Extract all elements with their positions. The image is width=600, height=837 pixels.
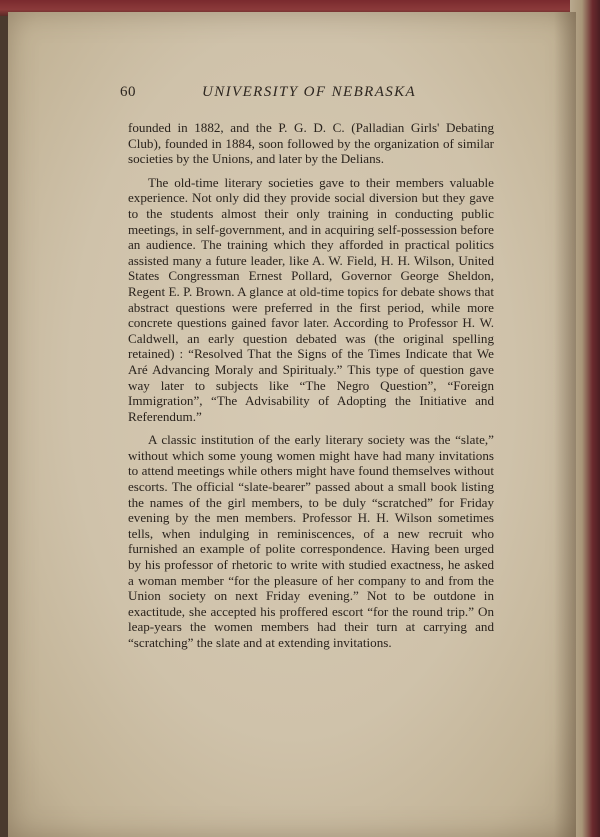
body-text <box>128 120 494 659</box>
paragraph-continuation: founded in 1882, and the P. G. D. C. (Palladian Girls' Debating Club), founded in 1884, soon followed by the organization of similar societies by the Unions, and later by the Delians. <box>128 120 494 167</box>
paragraph-literary-societies: The old-time literary societies gave to their members valuable experience. Not only did they provide social diversion but they gave to the students almost their only training in conducting public meetings, in self-government, and in acquiring self-possession before an audience. The training which they afforded in practical politics assisted many a future leader, like A. W. Field, H. H. Wilson, United States Congressman Ernest Pollard, Governor George Sheldon, Regent E. P. Brown. A glance at old-time topics for debate shows that abstract questions were preferred in the first period, while more concrete questions gained favor later. According to Professor H. W. Caldwell, an early question debated was (the original spelling retained) : “Resolved That the Signs of the Times Indicate that We Aré Advancing Moraly and Spiritualy.” This type of question gave way later to subjects like “The Negro Question”, “Foreign Immigration”, “The Advisability of Adopting the Initiative and Referendum.” <box>128 174 494 424</box>
page-header <box>120 84 500 106</box>
paragraph-slate: A classic institution of the early literary society was the “slate,” without which some young women might have had many invitations to attend meetings while others might have found themselves without escorts. The official “slate-bearer” passed about a small book listing the names of the girl members, to be duly “scratched” for Friday evening by the men members. Professor H. H. Wilson sometimes tells, when indulging in reminiscences, of a new recruit who furnished an example of polite correspondence. Having been urged by his professor of rhetoric to write with studied exactness, he asked a woman member “for the pleasure of her company to and from the Union society on next Friday evening.” Not to be outdone in exactitude, she accepted his proffered escort “for the round trip.” On leap-years the women members had their turn at carrying and “scratching” the slate and at extending invitations. <box>128 432 494 650</box>
running-title: UNIVERSITY OF NEBRASKA <box>202 84 417 100</box>
page-gutter-shadow <box>554 12 576 837</box>
page-number: 60 <box>120 84 136 100</box>
